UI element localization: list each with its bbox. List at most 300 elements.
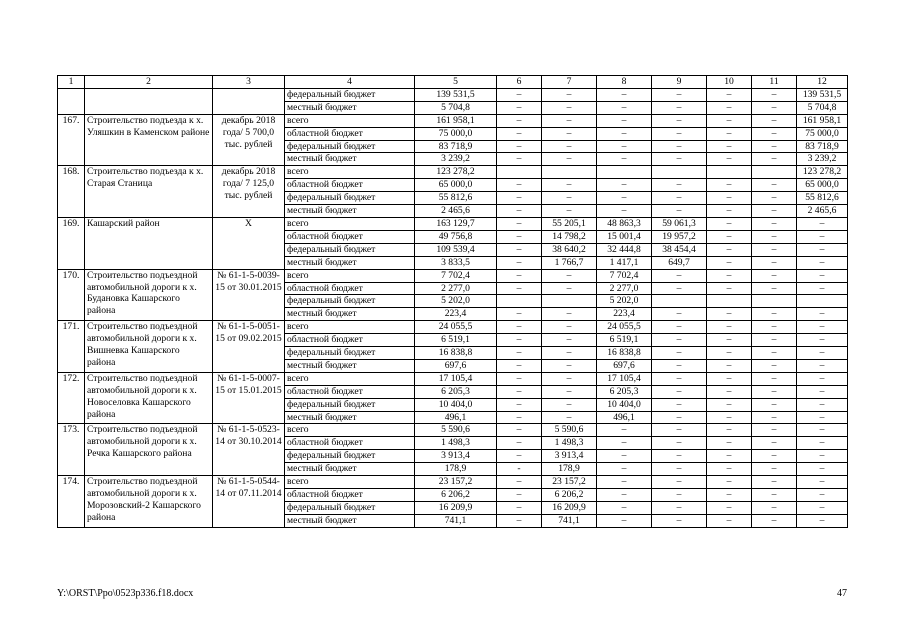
value-cell: 55 812,6 bbox=[797, 192, 848, 205]
value-cell: – bbox=[752, 411, 797, 424]
value-cell: – bbox=[707, 347, 752, 360]
value-cell: – bbox=[752, 140, 797, 153]
value-cell: – bbox=[752, 321, 797, 334]
value-cell: 10 404,0 bbox=[415, 398, 497, 411]
value-cell: 16 209,9 bbox=[542, 501, 597, 514]
value-cell: – bbox=[542, 140, 597, 153]
value-cell: 16 838,8 bbox=[597, 347, 652, 360]
value-cell: – bbox=[797, 269, 848, 282]
value-cell: – bbox=[497, 88, 542, 101]
value-cell: 2 277,0 bbox=[597, 282, 652, 295]
table-row bbox=[58, 372, 848, 385]
value-cell: – bbox=[752, 230, 797, 243]
value-cell: 59 061,3 bbox=[652, 217, 707, 230]
value-cell: – bbox=[752, 359, 797, 372]
item-number: 169. bbox=[58, 217, 85, 269]
value-cell: – bbox=[652, 424, 707, 437]
item-number: 172. bbox=[58, 372, 85, 424]
value-cell: 6 206,2 bbox=[542, 489, 597, 502]
value-cell: – bbox=[652, 308, 707, 321]
value-cell: – bbox=[497, 489, 542, 502]
value-cell: – bbox=[707, 269, 752, 282]
column-number-2: 2 bbox=[85, 76, 213, 89]
item-name: Строительство подъездной автомобильной дороги к х. Новоселовка Кашарского района bbox=[85, 372, 213, 424]
value-cell bbox=[497, 166, 542, 179]
value-cell: – bbox=[542, 127, 597, 140]
funding-source: местный бюджет bbox=[285, 411, 415, 424]
funding-source: всего bbox=[285, 114, 415, 127]
value-cell: – bbox=[497, 217, 542, 230]
value-cell: – bbox=[797, 514, 848, 527]
value-cell: – bbox=[542, 334, 597, 347]
value-cell: 6 206,2 bbox=[415, 489, 497, 502]
value-cell: – bbox=[597, 501, 652, 514]
value-cell: – bbox=[752, 334, 797, 347]
column-number-9: 9 bbox=[652, 76, 707, 89]
value-cell: 14 798,2 bbox=[542, 230, 597, 243]
value-cell: 3 913,4 bbox=[415, 450, 497, 463]
value-cell: – bbox=[797, 308, 848, 321]
value-cell: – bbox=[597, 179, 652, 192]
value-cell: – bbox=[597, 463, 652, 476]
column-number-10: 10 bbox=[707, 76, 752, 89]
cont-term-cell bbox=[213, 88, 285, 114]
value-cell: 5 704,8 bbox=[797, 101, 848, 114]
header-row bbox=[58, 76, 848, 89]
value-cell: 1 766,7 bbox=[542, 256, 597, 269]
value-cell: – bbox=[597, 424, 652, 437]
value-cell: – bbox=[797, 256, 848, 269]
funding-source: федеральный бюджет bbox=[285, 347, 415, 360]
value-cell: 32 444,8 bbox=[597, 243, 652, 256]
value-cell: – bbox=[597, 476, 652, 489]
value-cell: – bbox=[752, 398, 797, 411]
value-cell: – bbox=[652, 127, 707, 140]
value-cell: – bbox=[542, 88, 597, 101]
item-number: 168. bbox=[58, 166, 85, 218]
value-cell: – bbox=[797, 321, 848, 334]
value-cell bbox=[797, 295, 848, 308]
column-number-5: 5 bbox=[415, 76, 497, 89]
value-cell: – bbox=[542, 282, 597, 295]
funding-source: областной бюджет bbox=[285, 230, 415, 243]
value-cell: – bbox=[707, 192, 752, 205]
value-cell: – bbox=[652, 437, 707, 450]
value-cell: – bbox=[652, 269, 707, 282]
value-cell: 223,4 bbox=[415, 308, 497, 321]
value-cell: 23 157,2 bbox=[542, 476, 597, 489]
value-cell: – bbox=[707, 101, 752, 114]
table-row bbox=[58, 269, 848, 282]
value-cell: – bbox=[707, 230, 752, 243]
funding-source: местный бюджет bbox=[285, 308, 415, 321]
value-cell: 123 278,2 bbox=[415, 166, 497, 179]
value-cell: – bbox=[707, 514, 752, 527]
value-cell: – bbox=[597, 489, 652, 502]
value-cell: – bbox=[597, 450, 652, 463]
value-cell: – bbox=[497, 140, 542, 153]
value-cell: – bbox=[497, 179, 542, 192]
value-cell: – bbox=[542, 192, 597, 205]
value-cell: 38 454,4 bbox=[652, 243, 707, 256]
value-cell: – bbox=[752, 450, 797, 463]
funding-source: федеральный бюджет bbox=[285, 398, 415, 411]
value-cell bbox=[707, 166, 752, 179]
value-cell: 17 105,4 bbox=[415, 372, 497, 385]
value-cell: – bbox=[752, 179, 797, 192]
funding-source: областной бюджет bbox=[285, 179, 415, 192]
value-cell: 6 519,1 bbox=[597, 334, 652, 347]
value-cell: – bbox=[542, 398, 597, 411]
value-cell: – bbox=[797, 398, 848, 411]
value-cell: – bbox=[752, 347, 797, 360]
value-cell: – bbox=[752, 463, 797, 476]
funding-source: всего bbox=[285, 476, 415, 489]
value-cell: 83 718,9 bbox=[415, 140, 497, 153]
value-cell: 6 519,1 bbox=[415, 334, 497, 347]
value-cell: 3 239,2 bbox=[415, 153, 497, 166]
value-cell: – bbox=[752, 153, 797, 166]
value-cell: 10 404,0 bbox=[597, 398, 652, 411]
value-cell: 161 958,1 bbox=[797, 114, 848, 127]
value-cell: – bbox=[497, 205, 542, 218]
item-name: Строительство подъезда к х. Старая Станица bbox=[85, 166, 213, 218]
cont-name-cell bbox=[85, 88, 213, 114]
value-cell: 161 958,1 bbox=[415, 114, 497, 127]
value-cell: 23 157,2 bbox=[415, 476, 497, 489]
item-term: декабрь 2018 года/ 7 125,0 тыс. рублей bbox=[213, 166, 285, 218]
table-row bbox=[58, 88, 848, 101]
item-name: Строительство подъездной автомобильной дороги к х. Морозовский-2 Кашарского района bbox=[85, 476, 213, 528]
value-cell: – bbox=[707, 88, 752, 101]
value-cell: 49 756,8 bbox=[415, 230, 497, 243]
value-cell: – bbox=[797, 359, 848, 372]
value-cell: 75 000,0 bbox=[797, 127, 848, 140]
value-cell bbox=[542, 166, 597, 179]
value-cell: – bbox=[707, 114, 752, 127]
value-cell: 7 702,4 bbox=[597, 269, 652, 282]
value-cell: 15 001,4 bbox=[597, 230, 652, 243]
value-cell: – bbox=[707, 398, 752, 411]
value-cell: 109 539,4 bbox=[415, 243, 497, 256]
value-cell: 38 640,2 bbox=[542, 243, 597, 256]
value-cell: 139 531,5 bbox=[797, 88, 848, 101]
value-cell: – bbox=[797, 347, 848, 360]
value-cell: – bbox=[752, 127, 797, 140]
value-cell: – bbox=[707, 256, 752, 269]
value-cell: 223,4 bbox=[597, 308, 652, 321]
budget-table bbox=[57, 75, 848, 528]
value-cell: – bbox=[797, 217, 848, 230]
value-cell: – bbox=[707, 334, 752, 347]
value-cell: – bbox=[497, 398, 542, 411]
value-cell: – bbox=[542, 347, 597, 360]
value-cell: – bbox=[752, 269, 797, 282]
value-cell: 24 055,5 bbox=[597, 321, 652, 334]
value-cell: – bbox=[652, 179, 707, 192]
value-cell: 1 498,3 bbox=[542, 437, 597, 450]
column-number-7: 7 bbox=[542, 76, 597, 89]
value-cell: – bbox=[597, 114, 652, 127]
value-cell: – bbox=[497, 127, 542, 140]
value-cell bbox=[652, 295, 707, 308]
value-cell: – bbox=[707, 450, 752, 463]
value-cell: – bbox=[707, 476, 752, 489]
value-cell: 3 913,4 bbox=[542, 450, 597, 463]
value-cell: – bbox=[652, 347, 707, 360]
value-cell: – bbox=[707, 372, 752, 385]
value-cell bbox=[542, 295, 597, 308]
value-cell: – bbox=[707, 308, 752, 321]
value-cell bbox=[497, 295, 542, 308]
value-cell: – bbox=[707, 411, 752, 424]
value-cell: 2 465,6 bbox=[415, 205, 497, 218]
value-cell: – bbox=[497, 501, 542, 514]
value-cell: – bbox=[707, 205, 752, 218]
value-cell: 83 718,9 bbox=[797, 140, 848, 153]
value-cell: – bbox=[497, 334, 542, 347]
funding-source: всего bbox=[285, 372, 415, 385]
value-cell: 5 202,0 bbox=[597, 295, 652, 308]
item-term: Х bbox=[213, 217, 285, 269]
item-number: 170. bbox=[58, 269, 85, 321]
value-cell: – bbox=[542, 372, 597, 385]
value-cell: – bbox=[652, 501, 707, 514]
item-term: № 61-1-5-0523-14 от 30.10.2014 bbox=[213, 424, 285, 476]
column-number-11: 11 bbox=[752, 76, 797, 89]
value-cell: – bbox=[707, 282, 752, 295]
value-cell: – bbox=[752, 282, 797, 295]
value-cell: – bbox=[542, 308, 597, 321]
value-cell: 496,1 bbox=[597, 411, 652, 424]
value-cell: – bbox=[542, 205, 597, 218]
column-number-12: 12 bbox=[797, 76, 848, 89]
item-term: № 61-1-5-0039-15 от 30.01.2015 bbox=[213, 269, 285, 321]
value-cell: 697,6 bbox=[597, 359, 652, 372]
value-cell: 139 531,5 bbox=[415, 88, 497, 101]
value-cell: – bbox=[797, 450, 848, 463]
value-cell: – bbox=[497, 114, 542, 127]
item-number: 171. bbox=[58, 321, 85, 373]
value-cell: 649,7 bbox=[652, 256, 707, 269]
funding-source: всего bbox=[285, 321, 415, 334]
column-number-1: 1 bbox=[58, 76, 85, 89]
funding-source: местный бюджет bbox=[285, 359, 415, 372]
column-number-3: 3 bbox=[213, 76, 285, 89]
funding-source: федеральный бюджет bbox=[285, 192, 415, 205]
value-cell: – bbox=[752, 385, 797, 398]
value-cell: – bbox=[752, 514, 797, 527]
value-cell: 5 202,0 bbox=[415, 295, 497, 308]
value-cell: – bbox=[707, 359, 752, 372]
value-cell: – bbox=[652, 385, 707, 398]
table-row bbox=[58, 424, 848, 437]
funding-source: федеральный бюджет bbox=[285, 88, 415, 101]
value-cell: 178,9 bbox=[542, 463, 597, 476]
value-cell: – bbox=[652, 153, 707, 166]
value-cell: 19 957,2 bbox=[652, 230, 707, 243]
value-cell: – bbox=[797, 282, 848, 295]
item-number: 174. bbox=[58, 476, 85, 528]
value-cell: 741,1 bbox=[542, 514, 597, 527]
value-cell: – bbox=[797, 334, 848, 347]
value-cell: – bbox=[497, 153, 542, 166]
value-cell: - bbox=[497, 463, 542, 476]
value-cell: – bbox=[597, 437, 652, 450]
value-cell: 496,1 bbox=[415, 411, 497, 424]
table-row bbox=[58, 476, 848, 489]
value-cell: – bbox=[707, 140, 752, 153]
value-cell: – bbox=[497, 243, 542, 256]
value-cell: 16 838,8 bbox=[415, 347, 497, 360]
value-cell: – bbox=[707, 153, 752, 166]
value-cell: – bbox=[497, 256, 542, 269]
value-cell: – bbox=[707, 437, 752, 450]
value-cell: – bbox=[597, 127, 652, 140]
value-cell: – bbox=[752, 217, 797, 230]
value-cell: 55 812,6 bbox=[415, 192, 497, 205]
value-cell: – bbox=[542, 269, 597, 282]
value-cell: – bbox=[652, 101, 707, 114]
value-cell: 5 704,8 bbox=[415, 101, 497, 114]
value-cell: 24 055,5 bbox=[415, 321, 497, 334]
value-cell: – bbox=[497, 372, 542, 385]
value-cell: – bbox=[752, 101, 797, 114]
value-cell: – bbox=[797, 424, 848, 437]
value-cell: 75 000,0 bbox=[415, 127, 497, 140]
value-cell: 7 702,4 bbox=[415, 269, 497, 282]
value-cell: – bbox=[752, 88, 797, 101]
table-row bbox=[58, 321, 848, 334]
value-cell: – bbox=[542, 385, 597, 398]
value-cell: 6 205,3 bbox=[597, 385, 652, 398]
value-cell bbox=[707, 295, 752, 308]
value-cell: – bbox=[652, 411, 707, 424]
item-number: 173. bbox=[58, 424, 85, 476]
funding-source: местный бюджет bbox=[285, 256, 415, 269]
value-cell: – bbox=[497, 450, 542, 463]
value-cell: 3 239,2 bbox=[797, 153, 848, 166]
value-cell: – bbox=[752, 243, 797, 256]
value-cell bbox=[597, 166, 652, 179]
value-cell: 741,1 bbox=[415, 514, 497, 527]
value-cell: – bbox=[652, 489, 707, 502]
value-cell: – bbox=[652, 476, 707, 489]
value-cell: – bbox=[497, 230, 542, 243]
item-name: Строительство подъезда к х. Уляшкин в Каменском районе bbox=[85, 114, 213, 166]
value-cell: – bbox=[497, 101, 542, 114]
value-cell: – bbox=[497, 308, 542, 321]
value-cell: – bbox=[652, 398, 707, 411]
column-number-6: 6 bbox=[497, 76, 542, 89]
value-cell: – bbox=[797, 437, 848, 450]
item-name: Кашарский район bbox=[85, 217, 213, 269]
footer-page-number: 47 bbox=[837, 588, 847, 599]
value-cell: – bbox=[497, 321, 542, 334]
value-cell: – bbox=[752, 192, 797, 205]
value-cell: – bbox=[652, 88, 707, 101]
value-cell: – bbox=[707, 501, 752, 514]
value-cell: – bbox=[542, 359, 597, 372]
funding-source: областной бюджет bbox=[285, 437, 415, 450]
value-cell: – bbox=[652, 514, 707, 527]
value-cell: – bbox=[752, 424, 797, 437]
value-cell: – bbox=[652, 372, 707, 385]
value-cell: – bbox=[497, 269, 542, 282]
footer-file-path: Y:\ORST\Ppo\0523p336.f18.docx bbox=[57, 588, 194, 599]
value-cell: – bbox=[597, 192, 652, 205]
value-cell: – bbox=[752, 476, 797, 489]
value-cell: – bbox=[597, 514, 652, 527]
value-cell: 65 000,0 bbox=[415, 179, 497, 192]
value-cell: – bbox=[652, 359, 707, 372]
value-cell: – bbox=[652, 192, 707, 205]
value-cell: – bbox=[652, 114, 707, 127]
funding-source: областной бюджет bbox=[285, 385, 415, 398]
value-cell: 2 465,6 bbox=[797, 205, 848, 218]
value-cell: – bbox=[497, 282, 542, 295]
item-term: декабрь 2018 года/ 5 700,0 тыс. рублей bbox=[213, 114, 285, 166]
value-cell: 178,9 bbox=[415, 463, 497, 476]
value-cell: – bbox=[542, 101, 597, 114]
value-cell: – bbox=[752, 372, 797, 385]
value-cell: – bbox=[797, 476, 848, 489]
value-cell: – bbox=[542, 153, 597, 166]
value-cell: – bbox=[652, 321, 707, 334]
item-term: № 61-1-5-0007-15 от 15.01.2015 bbox=[213, 372, 285, 424]
value-cell: – bbox=[752, 437, 797, 450]
cont-num-cell bbox=[58, 88, 85, 114]
funding-source: областной бюджет bbox=[285, 489, 415, 502]
item-name: Строительство подъездной автомобильной дороги к х. Вишневка Кашарского района bbox=[85, 321, 213, 373]
item-term: № 61-1-5-0544-14 от 07.11.2014 bbox=[213, 476, 285, 528]
funding-source: местный бюджет bbox=[285, 153, 415, 166]
value-cell: – bbox=[497, 437, 542, 450]
value-cell: – bbox=[542, 411, 597, 424]
value-cell: – bbox=[597, 140, 652, 153]
funding-source: областной бюджет bbox=[285, 334, 415, 347]
value-cell: – bbox=[797, 230, 848, 243]
value-cell: – bbox=[497, 424, 542, 437]
value-cell: 123 278,2 bbox=[797, 166, 848, 179]
funding-source: областной бюджет bbox=[285, 127, 415, 140]
value-cell: – bbox=[752, 489, 797, 502]
value-cell: – bbox=[797, 489, 848, 502]
value-cell: – bbox=[797, 501, 848, 514]
value-cell: 5 590,6 bbox=[415, 424, 497, 437]
value-cell: – bbox=[652, 463, 707, 476]
value-cell: – bbox=[707, 179, 752, 192]
value-cell: – bbox=[797, 243, 848, 256]
funding-source: всего bbox=[285, 269, 415, 282]
value-cell: – bbox=[707, 127, 752, 140]
value-cell: – bbox=[497, 476, 542, 489]
value-cell: 16 209,9 bbox=[415, 501, 497, 514]
value-cell: 3 833,5 bbox=[415, 256, 497, 269]
value-cell: – bbox=[707, 217, 752, 230]
value-cell: – bbox=[752, 114, 797, 127]
value-cell: – bbox=[652, 450, 707, 463]
value-cell: – bbox=[752, 256, 797, 269]
item-term: № 61-1-5-0051-15 от 09.02.2015 bbox=[213, 321, 285, 373]
value-cell: 65 000,0 bbox=[797, 179, 848, 192]
value-cell: 55 205,1 bbox=[542, 217, 597, 230]
value-cell: – bbox=[542, 179, 597, 192]
value-cell: 2 277,0 bbox=[415, 282, 497, 295]
value-cell bbox=[752, 295, 797, 308]
value-cell bbox=[652, 166, 707, 179]
value-cell: – bbox=[707, 489, 752, 502]
